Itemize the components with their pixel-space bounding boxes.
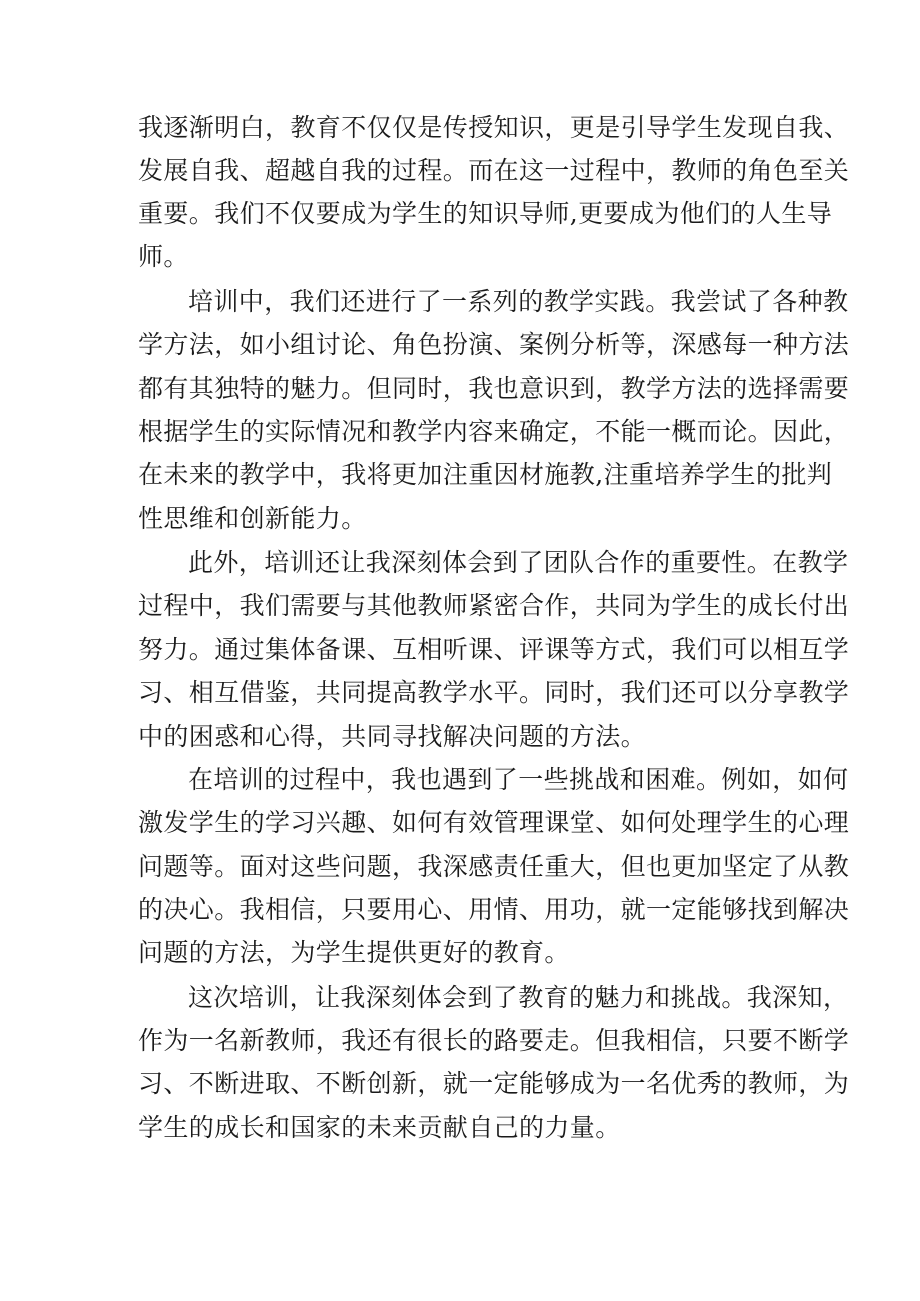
text-line: 的决心。我相信，只要用心、用情、用功，就一定能够找到解决 (138, 895, 850, 924)
text-line: 都有其独特的魅力。但同时，我也意识到，教学方法的选择需要 (138, 374, 850, 403)
text-line: 作为一名新教师，我还有很长的路要走。但我相信，只要不断学 (138, 1026, 850, 1055)
text-line: 我逐渐明白，教育不仅仅是传授知识，更是引导学生发现自我、 (138, 113, 850, 142)
paragraph-first-line: 在培训的过程中，我也遇到了一些挑战和困难。例如，如何 (188, 765, 849, 794)
text-line: 问题的方法，为学生提供更好的教育。 (138, 938, 570, 967)
text-line: 重要。我们不仅要成为学生的知识导师,更要成为他们的人生导 (138, 199, 833, 228)
text-line: 根据学生的实际情况和教学内容来确定，不能一概而论。因此， (138, 417, 850, 446)
text-line: 中的困惑和心得，共同寻找解决问题的方法。 (138, 722, 647, 751)
text-line: 性思维和创新能力。 (138, 504, 367, 533)
paragraph-first-line: 此外，培训还让我深刻体会到了团队合作的重要性。在教学 (188, 548, 849, 577)
text-line: 习、不断进取、不断创新，就一定能够成为一名优秀的教师，为 (138, 1069, 850, 1098)
text-line: 在未来的教学中，我将更加注重因材施教,注重培养学生的批判 (138, 460, 833, 489)
text-line: 师。 (138, 242, 189, 271)
text-line: 激发学生的学习兴趣、如何有效管理课堂、如何处理学生的心理 (138, 808, 850, 837)
text-line: 学生的成长和国家的未来贡献自己的力量。 (138, 1113, 621, 1142)
text-line: 过程中，我们需要与其他教师紧密合作，共同为学生的成长付出 (138, 591, 850, 620)
text-line: 问题等。面对这些问题，我深感责任重大，但也更加坚定了从教 (138, 852, 850, 881)
text-line: 努力。通过集体备课、互相听课、评课等方式，我们可以相互学 (138, 635, 850, 664)
paragraph-first-line: 这次培训，让我深刻体会到了教育的魅力和挑战。我深知， (188, 983, 849, 1012)
paragraph-first-line: 培训中，我们还进行了一系列的教学实践。我尝试了各种教 (188, 287, 849, 316)
text-line: 学方法，如小组讨论、角色扮演、案例分析等，深感每一种方法 (138, 330, 850, 359)
text-line: 发展自我、超越自我的过程。而在这一过程中，教师的角色至关 (138, 156, 850, 185)
text-line: 习、相互借鉴，共同提高教学水平。同时，我们还可以分享教学 (138, 678, 850, 707)
